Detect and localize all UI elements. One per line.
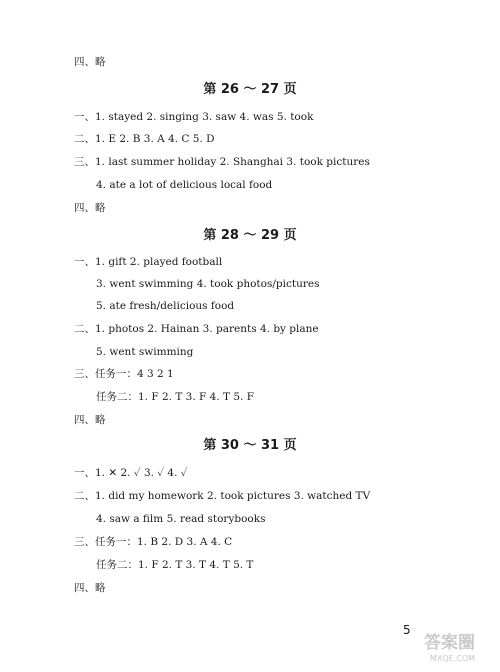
section-4-omitted: 四、略 — [74, 582, 106, 594]
watermark-subtext: MXQE.COM — [430, 654, 476, 663]
page-range-heading-26-27: 第 26 ～ 27 页 — [203, 82, 297, 97]
answer-line: 二、1. photos 2. Hainan 3. parents 4. by plane — [74, 323, 319, 335]
section-4-omitted: 四、略 — [74, 202, 106, 214]
answer-line: 一、1. stayed 2. singing 3. saw 4. was 5. took — [74, 111, 314, 123]
answer-line: 任务二：1. F 2. T 3. T 4. T 5. T — [96, 559, 254, 571]
answer-line: 二、1. E 2. B 3. A 4. C 5. D — [74, 133, 215, 145]
answer-line: 3. went swimming 4. took photos/pictures — [96, 278, 320, 290]
watermark-text: 答案圈 — [424, 633, 475, 653]
answer-line: 任务二：1. F 2. T 3. F 4. T 5. F — [96, 391, 254, 403]
page-range-heading-28-29: 第 28 ～ 29 页 — [203, 228, 297, 243]
section-4-omitted: 四、略 — [74, 414, 106, 426]
answer-line: 二、1. did my homework 2. took pictures 3. watched TV — [74, 490, 371, 502]
answer-line: 三、任务一：1. B 2. D 3. A 4. C — [74, 536, 233, 548]
section-4-omitted: 四、略 — [74, 56, 106, 68]
answer-line: 5. went swimming — [96, 346, 194, 358]
answer-line: 一、1. gift 2. played football — [74, 256, 223, 268]
page-number: 5 — [403, 623, 411, 637]
answer-line: 4. saw a film 5. read storybooks — [96, 513, 266, 525]
answer-line: 4. ate a lot of delicious local food — [96, 179, 273, 191]
answer-line: 三、任务一：4 3 2 1 — [74, 368, 174, 380]
answer-line: 5. ate fresh/delicious food — [96, 300, 235, 312]
answer-line: 一、1. ✕ 2. ✓ 3. ✓ 4. ✓ — [74, 467, 188, 479]
page-range-heading-30-31: 第 30 ～ 31 页 — [203, 438, 297, 453]
watermark-logo — [420, 626, 496, 666]
answer-line: 三、1. last summer holiday 2. Shanghai 3. took pictures — [74, 156, 370, 168]
